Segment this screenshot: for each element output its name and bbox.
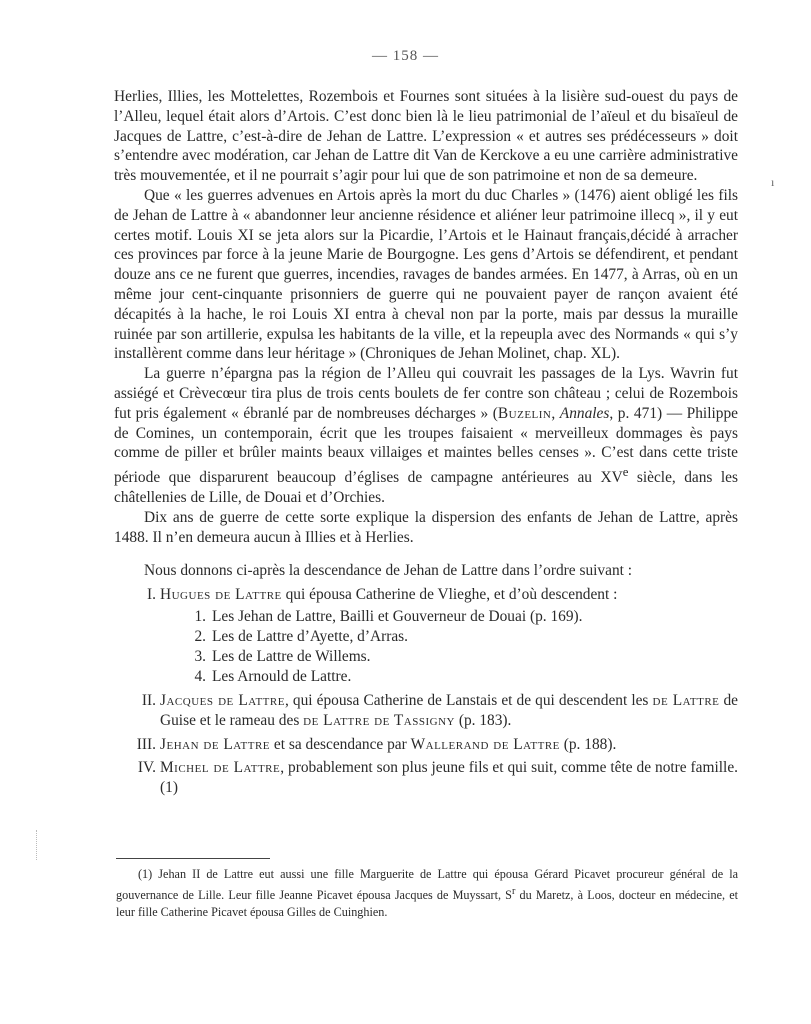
- paragraph-3: La guerre n’épargna pas la région de l’Alleu qui couvrait les passages de la Lys. Wavrin fut assiégé et Crèvecœur tira plus de trois cents boulets de fer contre son château ; celui de Rozembois fut pris également « ébranlé par de nombreuses décharges » (Buzelin, Annales, p. 471) — Philippe de Comines, un contemporain, écrit que les troupes faisaient « merveilleux dommages ès pays comme de piller et brûler maints beaux villaiges et maintes belles censes ». C’est dans cette triste période que disparurent beaucoup d’églises de campagne antérieures au XVe siècle, dans les châtellenies de Lille, de Douai et d’Orchies.: [114, 365, 738, 507]
- citation-work: Annales: [559, 404, 610, 422]
- list-item-text: (p. 183).: [454, 711, 512, 729]
- sub-item: [114, 607, 738, 627]
- list-item-text: (p. 188).: [559, 735, 617, 753]
- list-item-2: [114, 691, 738, 731]
- body-text: [114, 87, 738, 798]
- list-item-text: et sa descendance par: [270, 735, 411, 753]
- footnote: [116, 866, 738, 921]
- person-name: Hugues de Lattre: [160, 586, 282, 604]
- list-item-number: II.: [141, 692, 156, 710]
- paragraph-4: Dix ans de guerre de cette sorte explique la dispersion des enfants de Jehan de Lattre, après 1488. Il n’en demeura aucun à Illies et à Herlies.: [114, 508, 738, 546]
- paragraph-3-part2: , p. 471) — Philippe de Comines, un contemporain, écrit que les troupes faisaient « merveilleux dommages ès pays comme de piller et brûler maints beaux villaiges et maintes belles censes ». C’est dans cette triste période que disparurent beaucoup d’églises de campagne antérieures au XV: [114, 404, 738, 487]
- paragraph-2: Que « les guerres advenues en Artois après la mort du duc Charles » (1476) aient obligé les fils de Jehan de Lattre à « abandonner leur ancienne résidence et aliéner leur patrimoine illecq », il y eut certes motif. Louis XI se jeta alors sur la Picardie, l’Artois et le Hainaut français,décidé à arracher ces provinces par force à la jeune Marie de Bourgogne. Les gens d’Artois se défendirent, et pendant douze ans ce ne furent que guerres, incendies, ravages de bandes armées. En 1477, à Arras, où en un même jour cent-cinquante prisonniers de guerre qui ne pouvaient payer de rançon avaient été décapités à la hache, le roi Louis XI entra à cheval non par la porte, mais par dessus la muraille ruinée par son artillerie, expulsa les habitants de la ville, et la repeupla avec des Normands « qui s’y installèrent comme dans leur héritage » (Chroniques de Jehan Molinet, chap. XL).: [114, 186, 738, 363]
- century-superscript: e: [622, 465, 629, 480]
- list-item-number: III.: [136, 735, 156, 753]
- descendance-list: [114, 585, 738, 798]
- footnote-part1: (1) Jehan II de Lattre eut aussi une fille Marguerite de Lattre qui épousa Gérard Picavet procureur général de la gouvernance de Lille. Leur fille Jeanne Picavet épousa Jacques de Muyssart, S: [116, 867, 738, 903]
- list-item-text: qui épousa Catherine de Vlieghe, et d’où descendent :: [281, 586, 618, 604]
- list-item-text: de Guise et le rameau des: [160, 692, 738, 729]
- list-item-text: , probablement son plus jeune fils et qui suit, comme tête de notre famille. (1): [160, 759, 738, 797]
- footnote-divider: [116, 858, 270, 859]
- person-name: Jehan de Lattre: [160, 735, 271, 753]
- sub-item-text: Les Arnould de Lattre.: [212, 668, 352, 686]
- person-name: Wallerand de Lattre: [410, 735, 560, 753]
- sub-item: [114, 627, 738, 647]
- sub-list: [114, 607, 738, 687]
- page-number: — 158 —: [372, 48, 439, 64]
- footnote-superscript: r: [511, 886, 516, 897]
- paragraph-3-part3: siècle, dans les châtellenies de Lille, de Douai et d’Orchies.: [114, 469, 738, 507]
- sub-item: [114, 667, 738, 687]
- list-item-number: I.: [147, 586, 156, 604]
- person-name: Jacques de Lattre: [160, 692, 285, 710]
- paragraph-3-part1: La guerre n’épargna pas la région de l’Alleu qui couvrait les passages de la Lys. Wavrin fut assiégé et Crèvecœur tira plus de trois cents boulets de fer contre son château ; celui de Rozembois fut pris également « ébranlé par de nombreuses décharges » (: [114, 365, 738, 422]
- list-item-3: [114, 735, 738, 755]
- footnote-part2: du Maretz, à Loos, docteur en médecine, et leur fille Catherine Picavet épousa Gilles de Cuinghien.: [116, 888, 739, 920]
- sub-item-text: Les de Lattre d’Ayette, d’Arras.: [212, 628, 409, 646]
- sub-item: [114, 647, 738, 667]
- sub-item-number: 3.: [194, 648, 206, 666]
- sub-item-number: 4.: [194, 668, 206, 686]
- family-name: de Lattre: [652, 692, 720, 710]
- margin-mark: ı: [771, 175, 775, 189]
- sub-item-text: Les Jehan de Lattre, Bailli et Gouverneur de Douai (p. 169).: [212, 608, 583, 626]
- list-item-1: [114, 585, 738, 605]
- paragraph-1: Herlies, Illies, les Mottelettes, Rozembois et Fournes sont situées à la lisière sud-ouest du pays de l’Alleu, lequel était alors d’Artois. C’est donc bien là le lieu patrimonial de l’aïeul et du bisaïeul de Jacques de Lattre, c’est-à-dire de Jehan de Lattre. L’expression « et autres ses prédécesseurs » doit s’entendre avec modération, car Jehan de Lattre dit Van de Kerckove a eu une carrière administrative très mouvementée, et il ne pourrait s’agir pour lui que de son patrimoine et non de sa demeure.: [114, 88, 738, 185]
- sub-item-number: 1.: [194, 608, 206, 626]
- sub-item-number: 2.: [194, 628, 206, 646]
- list-item-4: [114, 758, 738, 798]
- citation-author: Buzelin: [497, 404, 552, 422]
- list-intro: Nous donnons ci-après la descendance de Jehan de Lattre dans l’ordre suivant :: [144, 562, 633, 580]
- family-name: de Lattre de Tassigny: [303, 711, 455, 729]
- list-item-text: , qui épousa Catherine de Lanstais et de qui descendent les: [284, 692, 653, 710]
- person-name: Michel de Lattre: [160, 759, 281, 777]
- scan-artifact: [36, 830, 38, 860]
- sub-item-text: Les de Lattre de Willems.: [212, 648, 371, 666]
- list-item-number: IV.: [137, 759, 156, 777]
